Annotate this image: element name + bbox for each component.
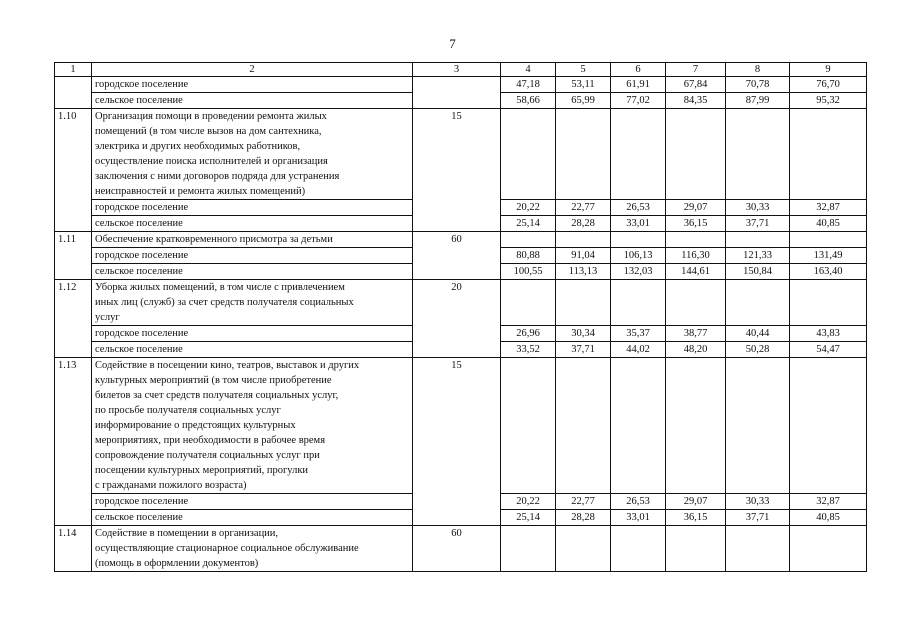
table-row — [55, 264, 867, 280]
empty-value-cell — [556, 232, 611, 248]
time-norm-cell — [413, 326, 501, 342]
value-cell: 32,87 — [790, 200, 867, 216]
empty-value-cell — [726, 280, 790, 326]
value-cell: 91,04 — [556, 248, 611, 264]
value-cell: 87,99 — [726, 93, 790, 109]
time-norm: 15 — [413, 109, 501, 200]
empty-value-cell — [611, 109, 666, 200]
page-number: 7 — [449, 36, 456, 51]
item-number-cell — [55, 216, 92, 232]
empty-value-cell — [611, 280, 666, 326]
value-cell: 65,99 — [556, 93, 611, 109]
value-cell: 22,77 — [556, 200, 611, 216]
description-line: Содействие в посещении кино, театров, выставок и других — [95, 360, 360, 371]
item-number-cell — [55, 200, 92, 216]
value-cell: 43,83 — [790, 326, 867, 342]
description-line: осуществляющие стационарное социальное обслуживание — [95, 543, 359, 554]
header-cell: 1 — [55, 63, 92, 77]
value-cell: 29,07 — [666, 200, 726, 216]
header-cell: 4 — [501, 63, 556, 77]
empty-value-cell — [790, 109, 867, 200]
empty-value-cell — [501, 280, 556, 326]
value-cell: 25,14 — [501, 510, 556, 526]
empty-value-cell — [501, 358, 556, 494]
empty-value-cell — [726, 526, 790, 572]
value-cell: 37,71 — [726, 510, 790, 526]
value-cell: 26,53 — [611, 494, 666, 510]
item-number: 1.13 — [55, 358, 92, 494]
header-cell: 2 — [92, 63, 413, 77]
value-cell: 37,71 — [726, 216, 790, 232]
value-cell: 61,91 — [611, 77, 666, 93]
item-number-cell — [55, 77, 92, 93]
table-row — [55, 494, 867, 510]
value-cell: 40,85 — [790, 216, 867, 232]
value-cell: 40,44 — [726, 326, 790, 342]
value-cell: 106,13 — [611, 248, 666, 264]
item-number-cell — [55, 93, 92, 109]
empty-value-cell — [790, 526, 867, 572]
settlement-label: городское поселение — [92, 200, 413, 216]
settlement-label: сельское поселение — [92, 93, 413, 109]
description-line: иных лиц (служб) за счет средств получателя социальных — [95, 297, 354, 308]
service-description — [92, 358, 413, 494]
empty-value-cell — [666, 280, 726, 326]
service-item-row — [55, 280, 867, 326]
description-line: мероприятиях, при необходимости в рабочее время — [95, 435, 326, 446]
time-norm: 20 — [413, 280, 501, 326]
table-row — [55, 326, 867, 342]
description-line: Содействие в помещении в организации, — [95, 528, 279, 539]
description-line: Организация помощи в проведении ремонта жилых — [95, 111, 327, 122]
description-line: осуществление поиска исполнителей и организация — [95, 156, 328, 167]
settlement-label: городское поселение — [92, 248, 413, 264]
empty-value-cell — [790, 358, 867, 494]
empty-value-cell — [611, 358, 666, 494]
value-cell: 116,30 — [666, 248, 726, 264]
table-row — [55, 200, 867, 216]
description-line: Уборка жилых помещений, в том числе с привлечением — [95, 282, 345, 293]
service-description — [92, 109, 413, 200]
value-cell: 48,20 — [666, 342, 726, 358]
header-cell: 8 — [726, 63, 790, 77]
empty-value-cell — [726, 358, 790, 494]
description-line: по просьбе получателя социальных услуг — [95, 405, 281, 416]
header-cell: 7 — [666, 63, 726, 77]
table-row — [55, 248, 867, 264]
item-number: 1.11 — [55, 232, 92, 248]
empty-value-cell — [666, 526, 726, 572]
value-cell: 35,37 — [611, 326, 666, 342]
value-cell: 37,71 — [556, 342, 611, 358]
table-row — [55, 510, 867, 526]
time-norm-cell — [413, 216, 501, 232]
time-norm: 15 — [413, 358, 501, 494]
value-cell: 76,70 — [790, 77, 867, 93]
time-norm-cell — [413, 93, 501, 109]
description-line: Обеспечение кратковременного присмотра за детьми — [95, 234, 333, 245]
description-line: помещений (в том числе вызов на дом сантехника, — [95, 126, 322, 137]
value-cell: 80,88 — [501, 248, 556, 264]
settlement-label: сельское поселение — [92, 510, 413, 526]
value-cell: 32,87 — [790, 494, 867, 510]
value-cell: 67,84 — [666, 77, 726, 93]
time-norm-cell — [413, 494, 501, 510]
item-number: 1.14 — [55, 526, 92, 572]
empty-value-cell — [790, 232, 867, 248]
settlement-label: сельское поселение — [92, 264, 413, 280]
item-number: 1.12 — [55, 280, 92, 326]
value-cell: 29,07 — [666, 494, 726, 510]
settlement-label: городское поселение — [92, 494, 413, 510]
value-cell: 36,15 — [666, 510, 726, 526]
item-number-cell — [55, 248, 92, 264]
header-cell: 3 — [413, 63, 501, 77]
value-cell: 44,02 — [611, 342, 666, 358]
item-number-cell — [55, 264, 92, 280]
description-line: услуг — [95, 312, 120, 323]
value-cell: 95,32 — [790, 93, 867, 109]
service-description — [92, 526, 413, 572]
empty-value-cell — [666, 358, 726, 494]
empty-value-cell — [790, 280, 867, 326]
service-item-row — [55, 109, 867, 200]
item-number-cell — [55, 326, 92, 342]
time-norm-cell — [413, 200, 501, 216]
value-cell: 144,61 — [666, 264, 726, 280]
empty-value-cell — [666, 232, 726, 248]
value-cell: 77,02 — [611, 93, 666, 109]
item-number-cell — [55, 510, 92, 526]
value-cell: 121,33 — [726, 248, 790, 264]
item-number: 1.10 — [55, 109, 92, 200]
value-cell: 28,28 — [556, 510, 611, 526]
header-cell: 9 — [790, 63, 867, 77]
value-cell: 22,77 — [556, 494, 611, 510]
description-line: с гражданами пожилого возраста) — [95, 480, 247, 491]
settlement-label: сельское поселение — [92, 216, 413, 232]
item-number-cell — [55, 494, 92, 510]
value-cell: 70,78 — [726, 77, 790, 93]
empty-value-cell — [556, 358, 611, 494]
value-cell: 53,11 — [556, 77, 611, 93]
description-line: заключения с ними договоров подряда для устранения — [95, 171, 340, 182]
description-line: (помощь в оформлении документов) — [95, 558, 259, 569]
service-item-row — [55, 526, 867, 572]
empty-value-cell — [726, 109, 790, 200]
settlement-label: сельское поселение — [92, 342, 413, 358]
service-item-row — [55, 232, 867, 248]
header-cell: 6 — [611, 63, 666, 77]
value-cell: 26,53 — [611, 200, 666, 216]
service-item-row — [55, 358, 867, 494]
settlement-label: городское поселение — [92, 326, 413, 342]
time-norm-cell — [413, 248, 501, 264]
empty-value-cell — [501, 526, 556, 572]
description-line: информирование о предстоящих культурных — [95, 420, 296, 431]
time-norm-cell — [413, 77, 501, 93]
value-cell: 20,22 — [501, 494, 556, 510]
value-cell: 54,47 — [790, 342, 867, 358]
value-cell: 50,28 — [726, 342, 790, 358]
header-cell: 5 — [556, 63, 611, 77]
empty-value-cell — [501, 232, 556, 248]
table-row — [55, 216, 867, 232]
value-cell: 30,34 — [556, 326, 611, 342]
value-cell: 58,66 — [501, 93, 556, 109]
value-cell: 38,77 — [666, 326, 726, 342]
value-cell: 36,15 — [666, 216, 726, 232]
value-cell: 28,28 — [556, 216, 611, 232]
empty-value-cell — [726, 232, 790, 248]
time-norm-cell — [413, 342, 501, 358]
empty-value-cell — [611, 526, 666, 572]
description-line: сопровождение получателя социальных услуг при — [95, 450, 320, 461]
table-row — [55, 77, 867, 93]
description-line: культурных мероприятий (в том числе приобретение — [95, 375, 332, 386]
value-cell: 25,14 — [501, 216, 556, 232]
value-cell: 84,35 — [666, 93, 726, 109]
value-cell: 30,33 — [726, 494, 790, 510]
value-cell: 40,85 — [790, 510, 867, 526]
value-cell: 163,40 — [790, 264, 867, 280]
empty-value-cell — [666, 109, 726, 200]
value-cell: 132,03 — [611, 264, 666, 280]
description-line: неисправностей и ремонта жилых помещений) — [95, 186, 306, 197]
value-cell: 33,52 — [501, 342, 556, 358]
value-cell: 150,84 — [726, 264, 790, 280]
value-cell: 113,13 — [556, 264, 611, 280]
time-norm-cell — [413, 264, 501, 280]
item-number-cell — [55, 342, 92, 358]
service-description — [92, 280, 413, 326]
table-row — [55, 342, 867, 358]
time-norm: 60 — [413, 526, 501, 572]
service-description — [92, 232, 413, 248]
value-cell: 47,18 — [501, 77, 556, 93]
description-line: посещении культурных мероприятий, прогулки — [95, 465, 309, 476]
tariff-table — [54, 62, 867, 572]
value-cell: 33,01 — [611, 216, 666, 232]
table-row — [55, 93, 867, 109]
value-cell: 30,33 — [726, 200, 790, 216]
empty-value-cell — [556, 280, 611, 326]
value-cell: 131,49 — [790, 248, 867, 264]
time-norm-cell — [413, 510, 501, 526]
description-line: билетов за счет средств получателя социальных услуг, — [95, 390, 339, 401]
empty-value-cell — [556, 526, 611, 572]
value-cell: 33,01 — [611, 510, 666, 526]
description-line: электрика и других необходимых работников, — [95, 141, 301, 152]
time-norm: 60 — [413, 232, 501, 248]
header-row — [55, 63, 867, 77]
empty-value-cell — [501, 109, 556, 200]
empty-value-cell — [611, 232, 666, 248]
table-body — [55, 63, 867, 572]
value-cell: 26,96 — [501, 326, 556, 342]
settlement-label: городское поселение — [92, 77, 413, 93]
empty-value-cell — [556, 109, 611, 200]
value-cell: 100,55 — [501, 264, 556, 280]
value-cell: 20,22 — [501, 200, 556, 216]
